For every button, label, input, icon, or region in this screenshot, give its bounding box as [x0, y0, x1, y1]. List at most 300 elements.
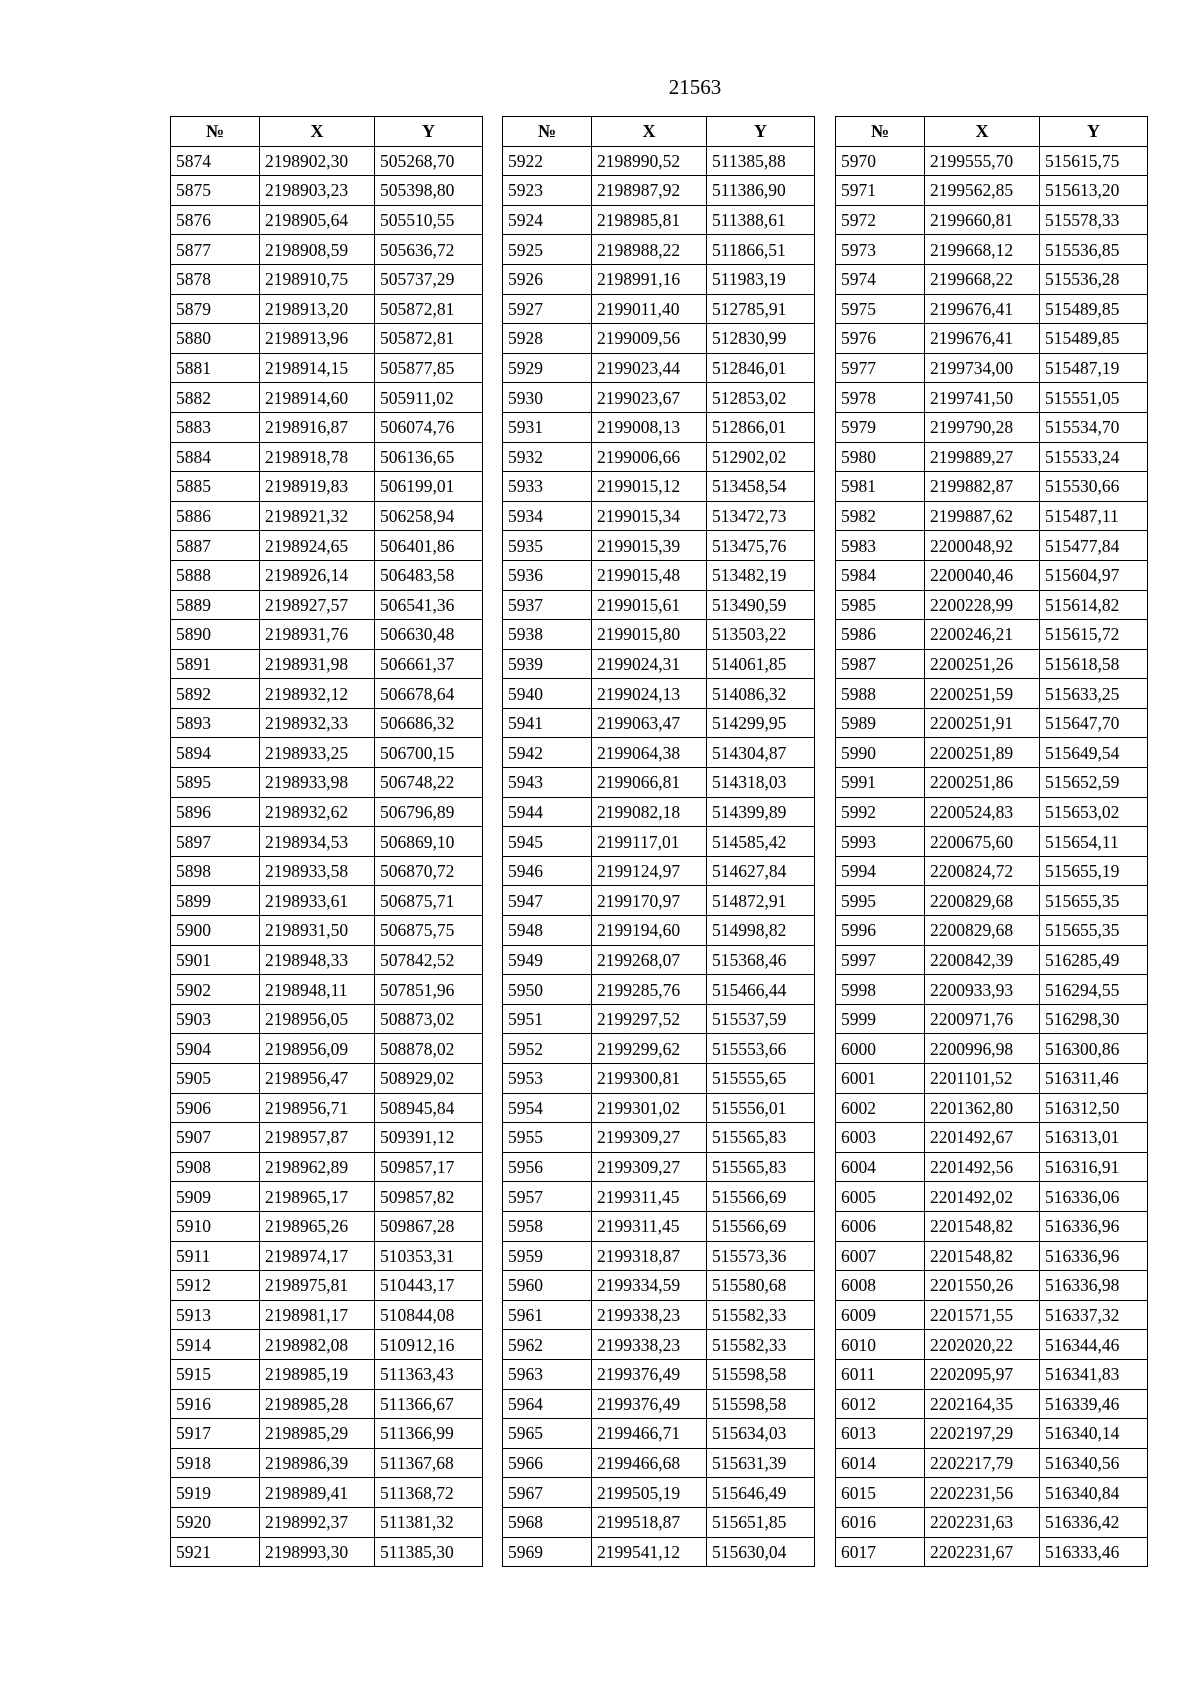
table-row [836, 324, 1148, 354]
cell-x: 2198985,29 [260, 1419, 375, 1449]
cell-x: 2198933,58 [260, 856, 375, 886]
cell-number: 5890 [171, 620, 260, 650]
cell-number: 5883 [171, 412, 260, 442]
cell-x: 2198965,26 [260, 1211, 375, 1241]
cell-y: 515534,70 [1040, 412, 1148, 442]
cell-number: 5897 [171, 827, 260, 857]
cell-x: 2199882,87 [925, 472, 1040, 502]
table-row [836, 1419, 1148, 1449]
cell-x: 2198948,11 [260, 975, 375, 1005]
coordinate-table-3 [835, 116, 1148, 1567]
cell-y: 515553,66 [707, 1034, 815, 1064]
cell-x: 2198956,71 [260, 1093, 375, 1123]
cell-x: 2199376,49 [592, 1359, 707, 1389]
cell-y: 506199,01 [375, 472, 483, 502]
cell-number: 5967 [503, 1478, 592, 1508]
cell-y: 515631,39 [707, 1448, 815, 1478]
cell-y: 515530,66 [1040, 472, 1148, 502]
header-number: № [503, 117, 592, 147]
table-row [171, 1123, 483, 1153]
cell-number: 5895 [171, 768, 260, 798]
cell-number: 5920 [171, 1507, 260, 1537]
cell-x: 2199887,62 [925, 501, 1040, 531]
cell-y: 516333,46 [1040, 1537, 1148, 1567]
cell-x: 2198910,75 [260, 264, 375, 294]
cell-number: 5999 [836, 1004, 925, 1034]
cell-number: 5900 [171, 916, 260, 946]
cell-x: 2200824,72 [925, 856, 1040, 886]
cell-x: 2198933,98 [260, 768, 375, 798]
cell-x: 2198921,32 [260, 501, 375, 531]
cell-number: 5962 [503, 1330, 592, 1360]
table-row [836, 827, 1148, 857]
cell-y: 514399,89 [707, 797, 815, 827]
table-row [503, 1152, 815, 1182]
cell-number: 5912 [171, 1271, 260, 1301]
table-row [836, 531, 1148, 561]
cell-number: 5939 [503, 649, 592, 679]
cell-x: 2202095,97 [925, 1359, 1040, 1389]
table-row [503, 1034, 815, 1064]
cell-x: 2199063,47 [592, 708, 707, 738]
table-row [836, 442, 1148, 472]
cell-x: 2199015,34 [592, 501, 707, 531]
cell-x: 2200524,83 [925, 797, 1040, 827]
cell-y: 506258,94 [375, 501, 483, 531]
table-header-row [503, 117, 815, 147]
table-row [503, 1211, 815, 1241]
cell-number: 5979 [836, 412, 925, 442]
cell-y: 506678,64 [375, 679, 483, 709]
cell-y: 515466,44 [707, 975, 815, 1005]
table-row [503, 531, 815, 561]
cell-x: 2199734,00 [925, 353, 1040, 383]
cell-number: 5948 [503, 916, 592, 946]
cell-number: 5913 [171, 1300, 260, 1330]
cell-y: 514998,82 [707, 916, 815, 946]
table-row [503, 205, 815, 235]
table-row [171, 1152, 483, 1182]
cell-x: 2200251,89 [925, 738, 1040, 768]
cell-number: 6007 [836, 1241, 925, 1271]
cell-number: 5986 [836, 620, 925, 650]
header-y: Y [375, 117, 483, 147]
cell-y: 511866,51 [707, 235, 815, 265]
cell-number: 5942 [503, 738, 592, 768]
cell-number: 5971 [836, 176, 925, 206]
cell-x: 2200040,46 [925, 560, 1040, 590]
cell-number: 5905 [171, 1064, 260, 1094]
cell-number: 5991 [836, 768, 925, 798]
table-row [503, 975, 815, 1005]
cell-y: 514627,84 [707, 856, 815, 886]
cell-x: 2198913,96 [260, 324, 375, 354]
cell-x: 2198933,25 [260, 738, 375, 768]
cell-y: 515368,46 [707, 945, 815, 975]
cell-y: 505872,81 [375, 294, 483, 324]
cell-number: 5909 [171, 1182, 260, 1212]
cell-x: 2198974,17 [260, 1241, 375, 1271]
cell-x: 2199023,67 [592, 383, 707, 413]
cell-y: 506875,75 [375, 916, 483, 946]
cell-number: 5932 [503, 442, 592, 472]
table-row [503, 945, 815, 975]
cell-x: 2198913,20 [260, 294, 375, 324]
table-row [836, 649, 1148, 679]
cell-x: 2198990,52 [592, 146, 707, 176]
cell-y: 515655,19 [1040, 856, 1148, 886]
cell-number: 6014 [836, 1448, 925, 1478]
cell-y: 506136,65 [375, 442, 483, 472]
cell-number: 5943 [503, 768, 592, 798]
cell-y: 515489,85 [1040, 324, 1148, 354]
cell-number: 5893 [171, 708, 260, 738]
cell-number: 6013 [836, 1419, 925, 1449]
cell-x: 2198982,08 [260, 1330, 375, 1360]
table-row [171, 412, 483, 442]
table-row [503, 146, 815, 176]
cell-y: 506870,72 [375, 856, 483, 886]
cell-y: 515618,58 [1040, 649, 1148, 679]
cell-x: 2199015,39 [592, 531, 707, 561]
cell-x: 2201548,82 [925, 1241, 1040, 1271]
cell-number: 5903 [171, 1004, 260, 1034]
table-row [503, 1448, 815, 1478]
cell-x: 2199024,13 [592, 679, 707, 709]
cell-number: 5937 [503, 590, 592, 620]
table-row [171, 1034, 483, 1064]
cell-y: 509391,12 [375, 1123, 483, 1153]
cell-y: 514299,95 [707, 708, 815, 738]
table-row [836, 797, 1148, 827]
cell-number: 5951 [503, 1004, 592, 1034]
table-row [503, 1093, 815, 1123]
cell-y: 512830,99 [707, 324, 815, 354]
cell-y: 515653,02 [1040, 797, 1148, 827]
table-row [171, 590, 483, 620]
cell-y: 515630,04 [707, 1537, 815, 1567]
table-row [836, 975, 1148, 1005]
cell-y: 505398,80 [375, 176, 483, 206]
table-row [836, 1064, 1148, 1094]
table-row [503, 1478, 815, 1508]
cell-number: 5936 [503, 560, 592, 590]
table-row [836, 412, 1148, 442]
cell-y: 515633,25 [1040, 679, 1148, 709]
cell-x: 2198985,19 [260, 1359, 375, 1389]
cell-number: 5944 [503, 797, 592, 827]
cell-x: 2198902,30 [260, 146, 375, 176]
cell-x: 2198908,59 [260, 235, 375, 265]
cell-number: 5968 [503, 1507, 592, 1537]
cell-y: 515598,58 [707, 1389, 815, 1419]
cell-x: 2202231,67 [925, 1537, 1040, 1567]
cell-x: 2200971,76 [925, 1004, 1040, 1034]
cell-y: 516337,32 [1040, 1300, 1148, 1330]
cell-number: 6009 [836, 1300, 925, 1330]
cell-number: 5907 [171, 1123, 260, 1153]
cell-y: 513490,59 [707, 590, 815, 620]
cell-y: 506661,37 [375, 649, 483, 679]
table-row [836, 1034, 1148, 1064]
cell-y: 505268,70 [375, 146, 483, 176]
cell-number: 5886 [171, 501, 260, 531]
table-row [171, 856, 483, 886]
cell-x: 2200996,98 [925, 1034, 1040, 1064]
table-row [836, 235, 1148, 265]
cell-number: 5955 [503, 1123, 592, 1153]
table-row [171, 916, 483, 946]
cell-x: 2199015,61 [592, 590, 707, 620]
table-row [836, 708, 1148, 738]
table-row [836, 679, 1148, 709]
table-row [836, 1389, 1148, 1419]
cell-number: 5924 [503, 205, 592, 235]
cell-number: 5904 [171, 1034, 260, 1064]
cell-number: 6006 [836, 1211, 925, 1241]
table-row [171, 1300, 483, 1330]
cell-x: 2198919,83 [260, 472, 375, 502]
table-row [503, 383, 815, 413]
table-row [171, 975, 483, 1005]
cell-y: 516298,30 [1040, 1004, 1148, 1034]
cell-x: 2199268,07 [592, 945, 707, 975]
cell-y: 515487,19 [1040, 353, 1148, 383]
cell-number: 5989 [836, 708, 925, 738]
cell-number: 6005 [836, 1182, 925, 1212]
cell-x: 2199790,28 [925, 412, 1040, 442]
table-header-row [836, 117, 1148, 147]
cell-x: 2199297,52 [592, 1004, 707, 1034]
cell-number: 5918 [171, 1448, 260, 1478]
cell-number: 5921 [171, 1537, 260, 1567]
cell-number: 5931 [503, 412, 592, 442]
cell-number: 5894 [171, 738, 260, 768]
cell-y: 513475,76 [707, 531, 815, 561]
table-row [503, 1300, 815, 1330]
cell-y: 511363,43 [375, 1359, 483, 1389]
cell-x: 2198934,53 [260, 827, 375, 857]
cell-x: 2199541,12 [592, 1537, 707, 1567]
table-row [171, 708, 483, 738]
cell-x: 2199660,81 [925, 205, 1040, 235]
cell-x: 2199676,41 [925, 324, 1040, 354]
cell-number: 5911 [171, 1241, 260, 1271]
table-row [171, 176, 483, 206]
cell-number: 5977 [836, 353, 925, 383]
cell-x: 2200251,26 [925, 649, 1040, 679]
cell-x: 2199009,56 [592, 324, 707, 354]
table-row [503, 886, 815, 916]
cell-y: 516341,83 [1040, 1359, 1148, 1389]
cell-x: 2198924,65 [260, 531, 375, 561]
table-row [171, 679, 483, 709]
table-row [503, 176, 815, 206]
cell-x: 2198932,12 [260, 679, 375, 709]
cell-y: 505636,72 [375, 235, 483, 265]
cell-number: 5998 [836, 975, 925, 1005]
cell-y: 511381,32 [375, 1507, 483, 1537]
cell-x: 2199124,97 [592, 856, 707, 886]
cell-number: 5974 [836, 264, 925, 294]
table-row [503, 797, 815, 827]
cell-number: 6003 [836, 1123, 925, 1153]
cell-x: 2198962,89 [260, 1152, 375, 1182]
cell-x: 2198975,81 [260, 1271, 375, 1301]
cell-x: 2198903,23 [260, 176, 375, 206]
table-row [836, 1241, 1148, 1271]
table-row [503, 738, 815, 768]
table-row [836, 1152, 1148, 1182]
cell-x: 2198905,64 [260, 205, 375, 235]
cell-y: 512902,02 [707, 442, 815, 472]
cell-x: 2199170,97 [592, 886, 707, 916]
cell-number: 5875 [171, 176, 260, 206]
cell-y: 510912,16 [375, 1330, 483, 1360]
cell-x: 2198988,22 [592, 235, 707, 265]
table-row [171, 1537, 483, 1567]
table-row [503, 324, 815, 354]
cell-x: 2201548,82 [925, 1211, 1040, 1241]
cell-number: 5941 [503, 708, 592, 738]
table-row [171, 1093, 483, 1123]
table-row [171, 1478, 483, 1508]
table-row [171, 1448, 483, 1478]
table-row [836, 1359, 1148, 1389]
table-row [503, 235, 815, 265]
table-row [171, 205, 483, 235]
cell-y: 516336,96 [1040, 1241, 1148, 1271]
cell-x: 2199505,19 [592, 1478, 707, 1508]
cell-y: 509857,17 [375, 1152, 483, 1182]
cell-y: 511368,72 [375, 1478, 483, 1508]
header-number: № [836, 117, 925, 147]
cell-y: 512846,01 [707, 353, 815, 383]
cell-number: 5960 [503, 1271, 592, 1301]
cell-x: 2201550,26 [925, 1271, 1040, 1301]
cell-y: 515604,97 [1040, 560, 1148, 590]
header-x: X [260, 117, 375, 147]
table-row [836, 945, 1148, 975]
cell-y: 511386,90 [707, 176, 815, 206]
table-row [171, 620, 483, 650]
cell-x: 2200829,68 [925, 916, 1040, 946]
cell-number: 5982 [836, 501, 925, 531]
header-x: X [592, 117, 707, 147]
cell-y: 513503,22 [707, 620, 815, 650]
cell-y: 509857,82 [375, 1182, 483, 1212]
cell-number: 5915 [171, 1359, 260, 1389]
cell-number: 5888 [171, 560, 260, 590]
cell-y: 515649,54 [1040, 738, 1148, 768]
cell-x: 2200842,39 [925, 945, 1040, 975]
cell-y: 514585,42 [707, 827, 815, 857]
table-row [171, 235, 483, 265]
cell-x: 2198914,15 [260, 353, 375, 383]
table-row [503, 1241, 815, 1271]
cell-x: 2201492,67 [925, 1123, 1040, 1153]
cell-y: 512866,01 [707, 412, 815, 442]
cell-y: 515614,82 [1040, 590, 1148, 620]
cell-y: 511366,99 [375, 1419, 483, 1449]
cell-y: 506074,76 [375, 412, 483, 442]
cell-y: 516311,46 [1040, 1064, 1148, 1094]
cell-y: 507842,52 [375, 945, 483, 975]
cell-y: 510353,31 [375, 1241, 483, 1271]
cell-x: 2200228,99 [925, 590, 1040, 620]
cell-y: 516339,46 [1040, 1389, 1148, 1419]
cell-x: 2198916,87 [260, 412, 375, 442]
cell-y: 516294,55 [1040, 975, 1148, 1005]
cell-number: 5958 [503, 1211, 592, 1241]
cell-number: 5985 [836, 590, 925, 620]
cell-y: 515566,69 [707, 1182, 815, 1212]
cell-y: 505872,81 [375, 324, 483, 354]
cell-x: 2198986,39 [260, 1448, 375, 1478]
cell-x: 2199668,22 [925, 264, 1040, 294]
cell-number: 5969 [503, 1537, 592, 1567]
cell-x: 2199300,81 [592, 1064, 707, 1094]
cell-number: 5953 [503, 1064, 592, 1094]
table-row [171, 383, 483, 413]
cell-x: 2199562,85 [925, 176, 1040, 206]
table-row [836, 1300, 1148, 1330]
cell-number: 5877 [171, 235, 260, 265]
cell-y: 516313,01 [1040, 1123, 1148, 1153]
cell-y: 515573,36 [707, 1241, 815, 1271]
cell-x: 2199024,31 [592, 649, 707, 679]
cell-number: 5938 [503, 620, 592, 650]
cell-x: 2198918,78 [260, 442, 375, 472]
cell-number: 5997 [836, 945, 925, 975]
table-row [171, 797, 483, 827]
cell-number: 6016 [836, 1507, 925, 1537]
cell-number: 5970 [836, 146, 925, 176]
cell-y: 508878,02 [375, 1034, 483, 1064]
cell-x: 2198981,17 [260, 1300, 375, 1330]
table-header-row [171, 117, 483, 147]
cell-number: 6002 [836, 1093, 925, 1123]
cell-x: 2200251,59 [925, 679, 1040, 709]
cell-y: 516300,86 [1040, 1034, 1148, 1064]
cell-x: 2201362,80 [925, 1093, 1040, 1123]
cell-number: 6000 [836, 1034, 925, 1064]
table-row [503, 1123, 815, 1153]
cell-y: 516336,42 [1040, 1507, 1148, 1537]
cell-y: 505877,85 [375, 353, 483, 383]
cell-y: 511385,88 [707, 146, 815, 176]
cell-y: 508873,02 [375, 1004, 483, 1034]
cell-y: 508945,84 [375, 1093, 483, 1123]
coordinate-table-1 [170, 116, 483, 1567]
cell-x: 2198931,50 [260, 916, 375, 946]
cell-y: 511366,67 [375, 1389, 483, 1419]
cell-y: 515566,69 [707, 1211, 815, 1241]
cell-number: 5917 [171, 1419, 260, 1449]
cell-y: 514872,91 [707, 886, 815, 916]
cell-x: 2200829,68 [925, 886, 1040, 916]
cell-y: 515615,75 [1040, 146, 1148, 176]
cell-x: 2199015,48 [592, 560, 707, 590]
cell-y: 506686,32 [375, 708, 483, 738]
table-row [836, 294, 1148, 324]
cell-y: 510844,08 [375, 1300, 483, 1330]
cell-x: 2199741,50 [925, 383, 1040, 413]
cell-y: 515555,65 [707, 1064, 815, 1094]
cell-y: 506748,22 [375, 768, 483, 798]
table-row [171, 1330, 483, 1360]
table-row [171, 649, 483, 679]
